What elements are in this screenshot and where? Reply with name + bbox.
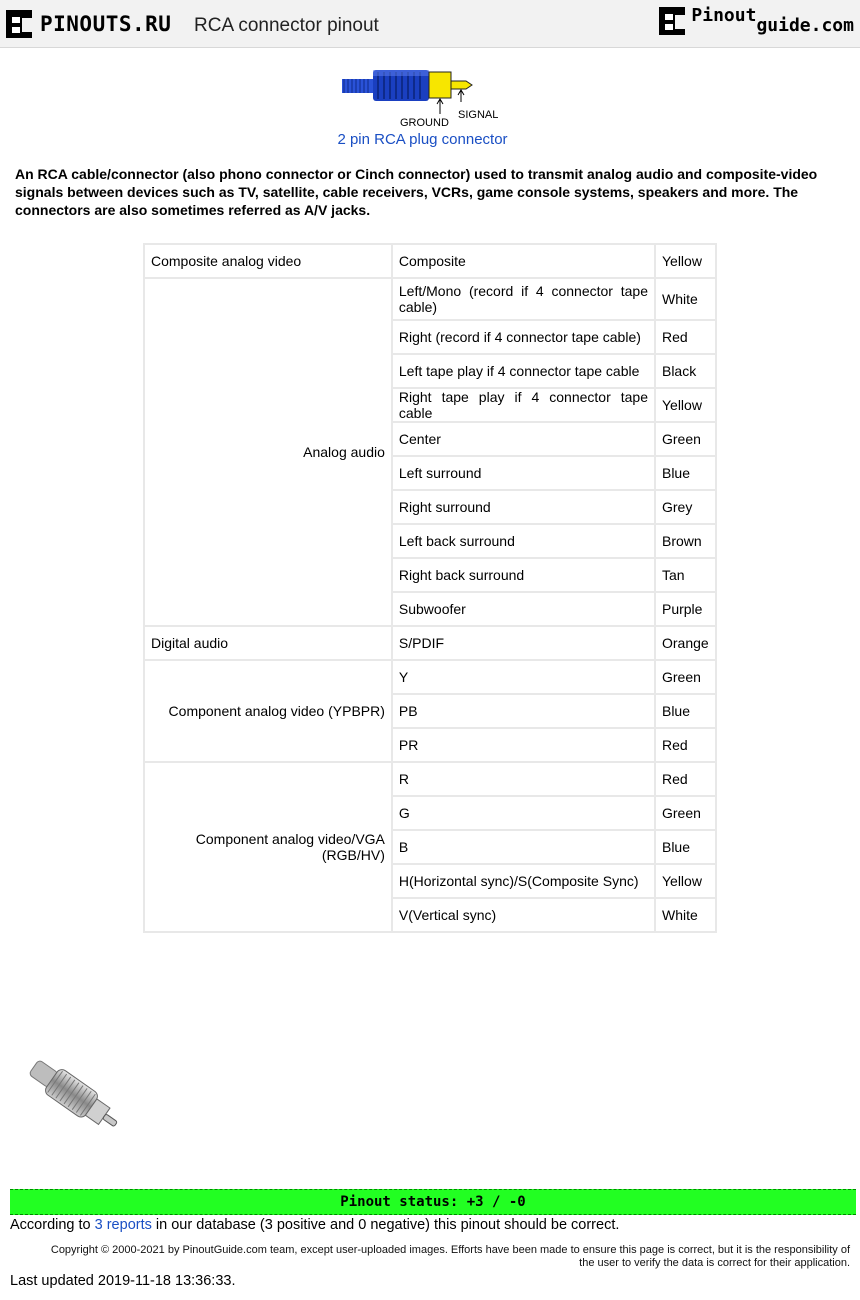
color-cell: Brown [655, 524, 716, 558]
group-cell: Digital audio [144, 626, 392, 660]
brand-left-text: PINOUTS.RU [40, 12, 172, 36]
signal-cell: Left/Mono (record if 4 connector tape cable) [392, 278, 655, 320]
table-row [144, 762, 716, 796]
signal-cell: Composite [392, 244, 655, 278]
group-cell: Analog audio [144, 278, 392, 626]
pinouts-ru-logo[interactable] [6, 9, 171, 39]
ground-sleeve [429, 72, 451, 98]
color-cell: Yellow [655, 388, 716, 422]
signal-cell: PB [392, 694, 655, 728]
signal-cell: Center [392, 422, 655, 456]
copyright-notice: Copyright © 2000-2021 by PinoutGuide.com team, except user-uploaded images. Efforts have been made to ensure this page is correct, but it is the responsibility of the user to verify the data is correct for their application. [50, 1244, 850, 1269]
group-cell: Component analog video (YPBPR) [144, 660, 392, 762]
color-cell: Orange [655, 626, 716, 660]
table-row [144, 626, 716, 660]
color-cell: Tan [655, 558, 716, 592]
signal-pin [451, 81, 472, 89]
pinout-logo-icon [659, 7, 685, 35]
color-cell: Green [655, 796, 716, 830]
brand-right-text: Pinout guide.com [691, 5, 854, 36]
signal-cell: Right tape play if 4 connector tape cable [392, 388, 655, 422]
pinout-table [143, 243, 717, 933]
signal-cell: Right (record if 4 connector tape cable) [392, 320, 655, 354]
signal-cell: R [392, 762, 655, 796]
signal-label: SIGNAL [458, 109, 499, 121]
table-row [144, 278, 716, 320]
signal-cell: Left back surround [392, 524, 655, 558]
table-row [144, 660, 716, 694]
signal-cell: G [392, 796, 655, 830]
signal-cell: S/PDIF [392, 626, 655, 660]
color-cell: Red [655, 762, 716, 796]
color-cell: Yellow [655, 864, 716, 898]
intro-paragraph: An RCA cable/connector (also phono connector or Cinch connector) used to transmit analog audio and composite-video signals between devices such as TV, satellite, cable receivers, VCRs, game console systems, speakers and more. The connectors are also sometimes referred as A/V jacks. [15, 166, 818, 218]
signal-cell: Right back surround [392, 558, 655, 592]
rca-plug-photo [20, 1055, 130, 1140]
color-cell: Blue [655, 694, 716, 728]
ground-label: GROUND [400, 117, 449, 129]
reports-link[interactable]: 3 reports [94, 1217, 152, 1233]
diagram-caption-link[interactable]: 2 pin RCA plug connector [337, 131, 508, 148]
rca-plug-diagram [340, 62, 510, 132]
pinout-logo-icon [6, 10, 32, 38]
color-cell: White [655, 898, 716, 932]
table-row [144, 244, 716, 278]
color-cell: Blue [655, 830, 716, 864]
signal-cell: V(Vertical sync) [392, 898, 655, 932]
color-cell: Blue [655, 456, 716, 490]
signal-cell: B [392, 830, 655, 864]
pinout-status-bar: Pinout status: +3 / -0 [10, 1189, 856, 1215]
pinoutguide-logo[interactable] [659, 6, 854, 36]
color-cell: Green [655, 660, 716, 694]
signal-cell: Subwoofer [392, 592, 655, 626]
signal-cell: Right surround [392, 490, 655, 524]
signal-cell: H(Horizontal sync)/S(Composite Sync) [392, 864, 655, 898]
site-header [0, 0, 860, 48]
color-cell: White [655, 278, 716, 320]
color-cell: Red [655, 728, 716, 762]
last-updated: Last updated 2019-11-18 13:36:33. [10, 1273, 236, 1289]
color-cell: Black [655, 354, 716, 388]
color-cell: Grey [655, 490, 716, 524]
diagram-caption [0, 131, 845, 148]
signal-cell: Left surround [392, 456, 655, 490]
color-cell: Red [655, 320, 716, 354]
signal-cell: PR [392, 728, 655, 762]
reports-line: According to 3 reports in our database (3 positive and 0 negative) this pinout should be correct. [10, 1217, 620, 1233]
color-cell: Green [655, 422, 716, 456]
page-title: RCA connector pinout [194, 15, 379, 36]
signal-cell: Left tape play if 4 connector tape cable [392, 354, 655, 388]
color-cell: Purple [655, 592, 716, 626]
signal-cell: Y [392, 660, 655, 694]
cable [342, 79, 374, 93]
group-cell: Component analog video/VGA (RGB/HV) [144, 762, 392, 932]
group-cell: Composite analog video [144, 244, 392, 278]
color-cell: Yellow [655, 244, 716, 278]
